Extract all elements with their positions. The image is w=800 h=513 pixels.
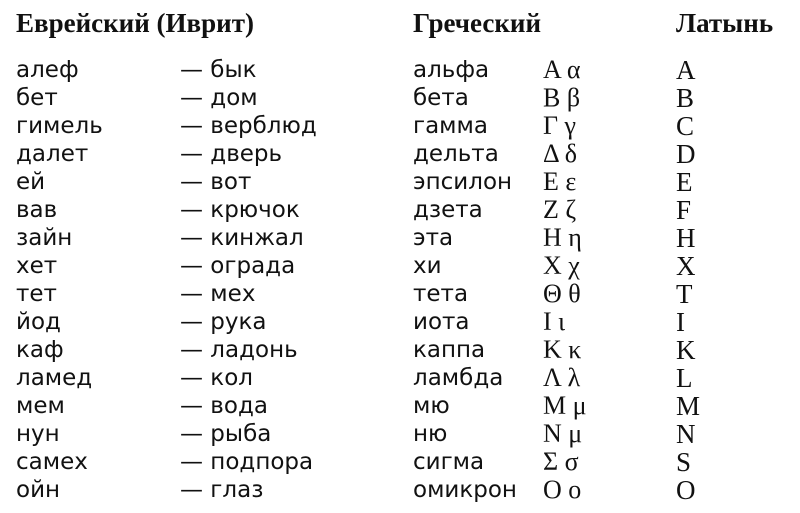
greek-letter-name: мю <box>413 393 450 419</box>
hebrew-letter-name: ламед <box>16 365 93 391</box>
table-row <box>0 112 800 140</box>
greek-letter-symbols: Η η <box>543 223 582 252</box>
greek-letter-name: ню <box>413 421 448 447</box>
latin-letter: B <box>676 83 695 113</box>
greek-letter-name: альфа <box>413 57 490 83</box>
table-row <box>0 476 800 504</box>
hebrew-letter-meaning: — рука <box>180 309 267 335</box>
hebrew-letter-name: далет <box>16 141 89 167</box>
hebrew-letter-name: гимель <box>16 113 103 139</box>
greek-letter-name: хи <box>413 253 442 279</box>
greek-letter-name: дельта <box>413 141 499 167</box>
greek-letter-name: ламбда <box>413 365 504 391</box>
table-row <box>0 56 800 84</box>
hebrew-letter-meaning: — глаз <box>180 477 264 503</box>
hebrew-letter-meaning: — рыба <box>180 421 272 447</box>
hebrew-letter-meaning: — дом <box>180 85 258 111</box>
greek-letter-name: эпсилон <box>413 169 513 195</box>
hebrew-letter-name: вав <box>16 197 58 223</box>
greek-letter-symbols: Γ γ <box>543 111 577 140</box>
hebrew-letter-name: ойн <box>16 477 61 503</box>
table-row <box>0 308 800 336</box>
greek-letter-symbols: Ζ ζ <box>543 195 577 224</box>
table-row <box>0 140 800 168</box>
greek-letter-symbols: Σ σ <box>543 447 579 476</box>
latin-letter: T <box>676 279 693 309</box>
table-row <box>0 364 800 392</box>
header-greek: Греческий <box>413 8 541 38</box>
table-row <box>0 224 800 252</box>
latin-letter: C <box>676 111 695 141</box>
table-row <box>0 168 800 196</box>
greek-letter-name: омикрон <box>413 477 517 503</box>
latin-letter: F <box>676 195 692 225</box>
hebrew-letter-meaning: — бык <box>180 57 257 83</box>
table-row <box>0 196 800 224</box>
table-row <box>0 336 800 364</box>
table-row <box>0 392 800 420</box>
hebrew-letter-name: самех <box>16 449 88 475</box>
latin-letter: I <box>676 307 685 337</box>
hebrew-letter-meaning: — вода <box>180 393 268 419</box>
greek-letter-symbols: Ο ο <box>543 475 582 504</box>
hebrew-letter-meaning: — верблюд <box>180 113 317 139</box>
hebrew-letter-name: йод <box>16 309 61 335</box>
hebrew-letter-meaning: — ограда <box>180 253 296 279</box>
header-latin: Латынь <box>676 8 774 38</box>
hebrew-letter-name: алеф <box>16 57 79 83</box>
hebrew-letter-meaning: — крючок <box>180 197 300 223</box>
hebrew-letter-name: бет <box>16 85 58 111</box>
greek-letter-symbols: Χ χ <box>543 251 580 280</box>
greek-letter-name: тета <box>413 281 469 307</box>
hebrew-letter-name: каф <box>16 337 64 363</box>
greek-letter-symbols: Ν μ <box>543 419 583 448</box>
latin-letter: A <box>676 55 696 85</box>
hebrew-letter-name: зайн <box>16 225 73 251</box>
table-row <box>0 84 800 112</box>
hebrew-letter-meaning: — ладонь <box>180 337 298 363</box>
greek-letter-symbols: Α α <box>543 55 581 84</box>
greek-letter-name: эта <box>413 225 454 251</box>
greek-letter-name: гамма <box>413 113 488 139</box>
greek-letter-symbols: Θ θ <box>543 279 581 308</box>
hebrew-letter-name: тет <box>16 281 57 307</box>
latin-letter: E <box>676 167 693 197</box>
latin-letter: L <box>676 363 693 393</box>
greek-letter-symbols: Κ κ <box>543 335 582 364</box>
header-hebrew: Еврейский (Иврит) <box>16 8 254 38</box>
latin-letter: N <box>676 419 696 449</box>
latin-letter: M <box>676 391 701 421</box>
hebrew-letter-name: ей <box>16 169 46 195</box>
latin-letter: X <box>676 251 696 281</box>
greek-letter-name: бета <box>413 85 469 111</box>
table-row <box>0 420 800 448</box>
hebrew-letter-meaning: — подпора <box>180 449 314 475</box>
greek-letter-name: каппа <box>413 337 486 363</box>
greek-letter-name: иота <box>413 309 470 335</box>
greek-letter-symbols: Ε ε <box>543 167 577 196</box>
hebrew-letter-meaning: — кол <box>180 365 253 391</box>
greek-letter-symbols: Λ λ <box>543 363 581 392</box>
table-row <box>0 252 800 280</box>
greek-letter-symbols: Μ μ <box>543 391 587 420</box>
hebrew-letter-name: хет <box>16 253 58 279</box>
table-rows <box>0 56 800 504</box>
greek-letter-symbols: Ι ι <box>543 307 566 336</box>
hebrew-letter-name: мем <box>16 393 65 419</box>
latin-letter: S <box>676 447 692 477</box>
latin-letter: K <box>676 335 696 365</box>
hebrew-letter-meaning: — дверь <box>180 141 283 167</box>
latin-letter: H <box>676 223 696 253</box>
hebrew-letter-name: нун <box>16 421 60 447</box>
table-row <box>0 448 800 476</box>
latin-letter: O <box>676 475 696 505</box>
hebrew-letter-meaning: — мех <box>180 281 256 307</box>
table-row <box>0 280 800 308</box>
greek-letter-symbols: Δ δ <box>543 139 578 168</box>
greek-letter-name: сигма <box>413 449 485 475</box>
hebrew-letter-meaning: — вот <box>180 169 252 195</box>
latin-letter: D <box>676 139 696 169</box>
greek-letter-symbols: Β β <box>543 83 581 112</box>
hebrew-letter-meaning: — кинжал <box>180 225 304 251</box>
greek-letter-name: дзета <box>413 197 483 223</box>
